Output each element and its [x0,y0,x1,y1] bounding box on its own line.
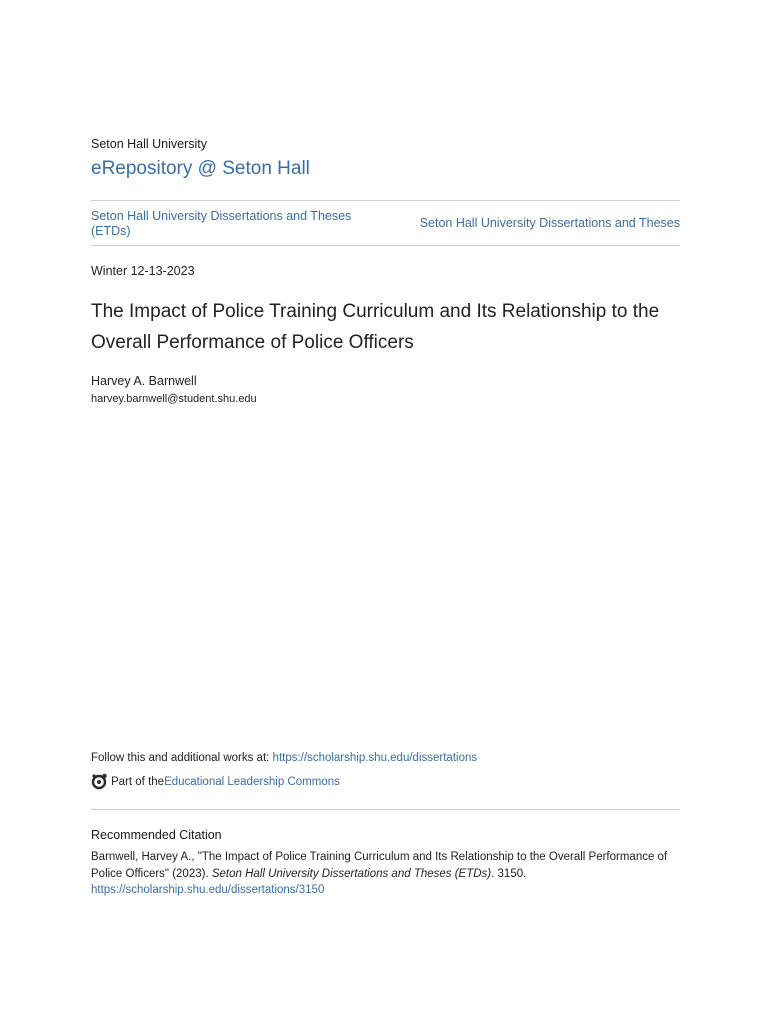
document-title: The Impact of Police Training Curriculum and Its Relationship to the Overall Performance of Police Officers [91,301,660,353]
repository-link[interactable]: eRepository @ Seton Hall [91,158,310,179]
publication-date: Winter 12-13-2023 [91,264,195,278]
university-name: Seton Hall University [91,137,208,151]
citation-body [91,849,680,899]
citation-number: . 3150. [491,867,527,880]
top-divider [91,200,680,201]
citation-text: Barnwell, Harvey A., "The Impact of Police Training Curriculum and Its Relationship to the Overall Performance of Police Officers" (2023). [91,851,668,880]
citation-series: Seton Hall University Dissertations and Theses (ETDs) [211,867,492,880]
cover-page [91,0,680,1024]
breadcrumb-collection-link[interactable]: Seton Hall University Dissertations and Theses (ETDs) [91,209,352,238]
citation-heading: Recommended Citation [91,828,222,842]
network-icon [91,773,108,790]
citation-divider [91,809,680,810]
part-of-prefix: Part of the [111,775,165,788]
breadcrumb-parent-link[interactable]: Seton Hall University Dissertations and Theses [419,216,680,230]
author-email: harvey.barnwell@student.shu.edu [91,393,257,405]
dissertations-link[interactable]: https://scholarship.shu.edu/dissertations [272,752,478,764]
follow-prefix: Follow this and additional works at: [91,752,273,764]
citation-link[interactable]: https://scholarship.shu.edu/dissertations/3150 [91,884,325,896]
breadcrumb-divider [91,245,680,246]
author-name: Harvey A. Barnwell [91,374,197,388]
commons-link[interactable]: Educational Leadership Commons [164,775,340,788]
follow-line [91,752,477,764]
part-of-line [91,773,340,790]
